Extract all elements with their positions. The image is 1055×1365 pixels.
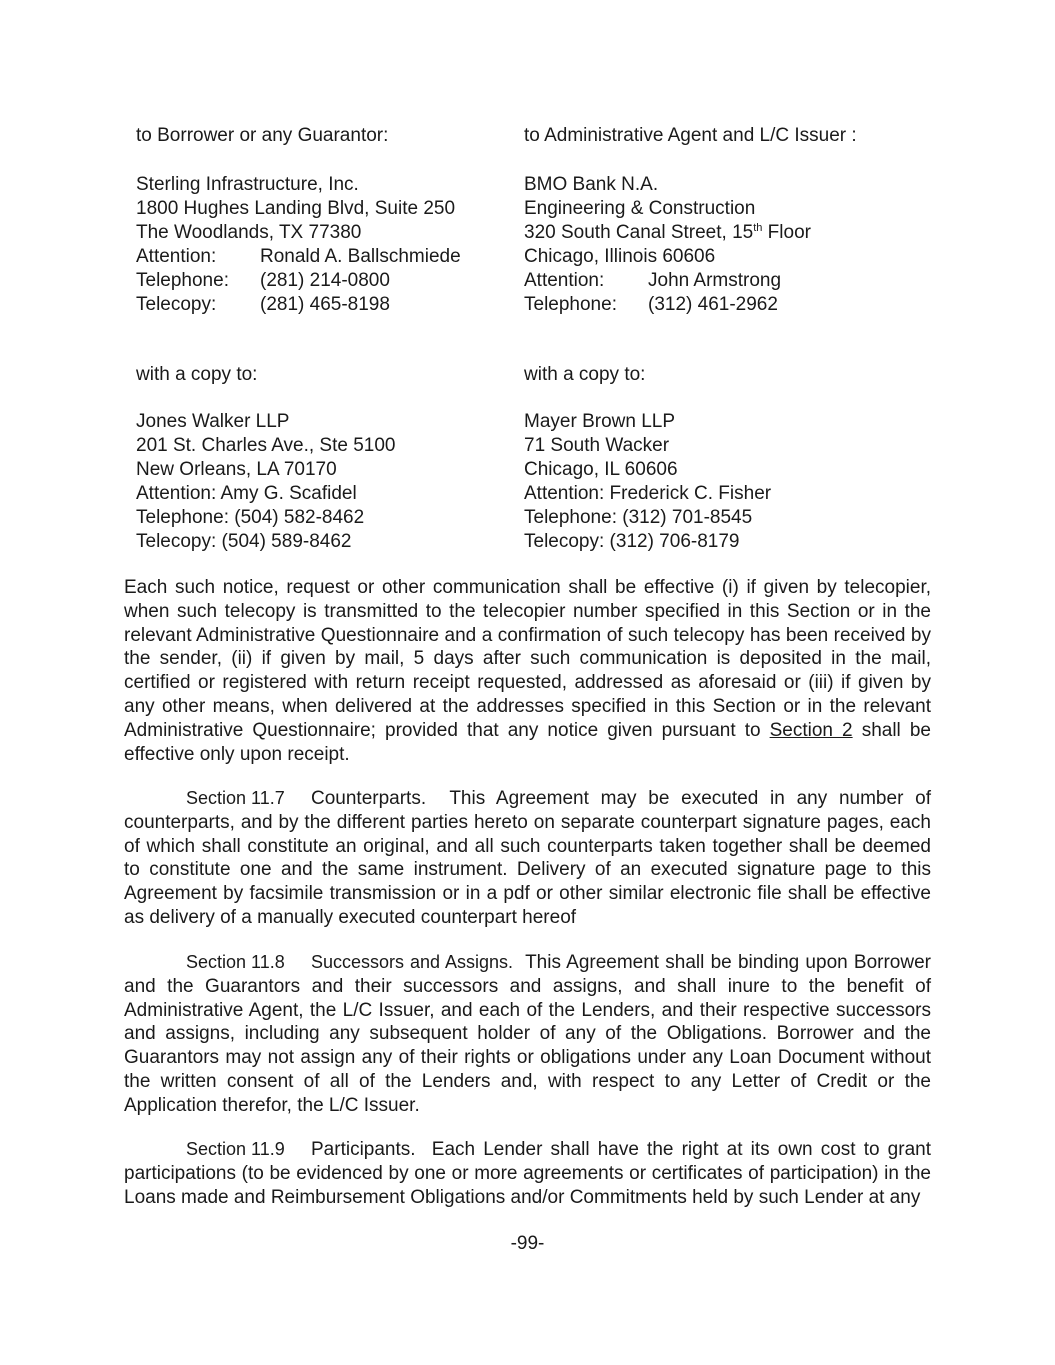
borrower-attention xyxy=(136,245,461,269)
ordinal-suffix: th xyxy=(753,222,763,234)
section-number: Section 11.8 xyxy=(186,952,285,972)
copy-heading-text: with a copy to: xyxy=(524,364,646,385)
copy-telecopy: Telecopy: (504) 589-8462 xyxy=(136,531,352,552)
borrower-telephone xyxy=(136,269,461,293)
copy-address-line-1: 201 St. Charles Ave., Ste 5100 xyxy=(136,435,396,456)
paragraph-text: Each such notice, request or other communication shall be effective (i) if given by telecopier, when such telecopy is transmitted to the telecopier number specified in this Section or in the relevant Administrative Questionnaire and a confirmation of such telecopy has been received by the sender, (ii) if given by mail, 5 days after such communication is deposited in the mail, certified or registered with return receipt requested, addressed as aforesaid or (iii) if given by any other means, when delivered at the addresses specified in this Section or in the relevant Administrative Questionnaire; provided that any notice given pursuant to xyxy=(124,577,931,741)
agent-heading-text: to Administrative Agent and L/C Issuer : xyxy=(524,125,857,146)
telephone-value: (312) 461-2962 xyxy=(648,294,778,315)
section-2-reference: Section 2 xyxy=(769,719,853,741)
telephone-value: (281) 214-0800 xyxy=(260,270,390,291)
copy-telecopy: Telecopy: (312) 706-8179 xyxy=(524,531,740,552)
attention-value: John Armstrong xyxy=(648,270,782,291)
section-title: Successors and Assigns. xyxy=(311,952,513,972)
agent-notice-heading xyxy=(524,124,857,148)
agent-copy-heading xyxy=(524,363,645,387)
agent-address-block xyxy=(524,173,811,317)
attention-label: Attention: xyxy=(136,246,217,267)
section-title: Counterparts. xyxy=(311,788,427,809)
borrower-telecopy xyxy=(136,293,461,317)
section-body: This Agreement shall be binding upon Borrower and the Guarantors and their successors and assigns, and shall inure to the benefit of Administrative Agent, the L/C Issuer, and each of the Lenders, and their respective successors and assigns, including any subsequent holder of any of the Obligations. Borrower and the Guarantors may not assign any of their rights or obligations under any Loan Document without the written consent of all of the Lenders and, with respect to any Letter of Credit or the Application therefor, the L/C Issuer. xyxy=(124,952,931,1116)
notice-effectiveness-paragraph xyxy=(124,576,931,766)
borrower-copy-address-block xyxy=(136,410,396,554)
section-11-8 xyxy=(124,951,931,1118)
copy-firm-name: Jones Walker LLP xyxy=(136,411,290,432)
section-11-9 xyxy=(124,1138,931,1209)
telecopy-label: Telecopy: xyxy=(136,294,217,315)
borrower-heading-text: to Borrower or any Guarantor: xyxy=(136,125,389,146)
attention-label: Attention: xyxy=(524,270,605,291)
paragraph-text-end: shall be effective only upon receipt. xyxy=(124,719,931,765)
agent-address-line-1 xyxy=(524,221,811,245)
borrower-notice-heading xyxy=(136,124,388,148)
borrower-copy-heading xyxy=(136,363,257,387)
page-number: -99- xyxy=(510,1233,545,1254)
copy-address-line-1: 71 South Wacker xyxy=(524,435,670,456)
copy-firm-name: Mayer Brown LLP xyxy=(524,411,676,432)
attention-value: Ronald A. Ballschmiede xyxy=(260,246,461,267)
copy-telephone: Telephone: (504) 582-8462 xyxy=(136,507,365,528)
copy-heading-text: with a copy to: xyxy=(136,364,258,385)
agent-street: 320 South Canal Street, 15 xyxy=(524,222,754,243)
copy-attention: Attention: Amy G. Scafidel xyxy=(136,483,357,504)
borrower-address-line-1: 1800 Hughes Landing Blvd, Suite 250 xyxy=(136,198,456,219)
section-body: Each Lender shall have the right at its own cost to grant participations (to be evidenced by one or more agreements or certificates of participation) in the Loans made and Reimbursement Obligations and/or Commitments held by such Lender at any xyxy=(124,1139,931,1208)
agent-telephone xyxy=(524,293,811,317)
copy-attention: Attention: Frederick C. Fisher xyxy=(524,483,772,504)
agent-name: BMO Bank N.A. xyxy=(524,174,659,195)
agent-address-line-2: Chicago, Illinois 60606 xyxy=(524,246,716,267)
copy-address-line-2: New Orleans, LA 70170 xyxy=(136,459,337,480)
borrower-address-block xyxy=(136,173,461,317)
section-11-7 xyxy=(124,787,931,930)
agent-floor: Floor xyxy=(762,222,811,243)
borrower-address-line-2: The Woodlands, TX 77380 xyxy=(136,222,362,243)
section-number: Section 11.9 xyxy=(186,1139,285,1159)
copy-telephone: Telephone: (312) 701-8545 xyxy=(524,507,753,528)
section-body: This Agreement may be executed in any number of counterparts, and by the different parties hereto on separate counterpart signature pages, each of which shall constitute an original, and all such counterparts taken together shall be deemed to constitute one and the same instrument. Delivery of an executed signature page to this Agreement by facsimile transmission or in a pdf or other similar electronic file shall be effective as delivery of a manually executed counterpart hereof xyxy=(124,788,931,928)
borrower-name: Sterling Infrastructure, Inc. xyxy=(136,174,359,195)
telephone-label: Telephone: xyxy=(524,294,617,315)
telephone-label: Telephone: xyxy=(136,270,229,291)
copy-address-line-2: Chicago, IL 60606 xyxy=(524,459,678,480)
agent-department: Engineering & Construction xyxy=(524,198,756,219)
section-number: Section 11.7 xyxy=(186,788,285,808)
section-title: Participants. xyxy=(311,1139,416,1160)
telecopy-value: (281) 465-8198 xyxy=(260,294,390,315)
agent-copy-address-block xyxy=(524,410,771,554)
agent-attention xyxy=(524,269,811,293)
